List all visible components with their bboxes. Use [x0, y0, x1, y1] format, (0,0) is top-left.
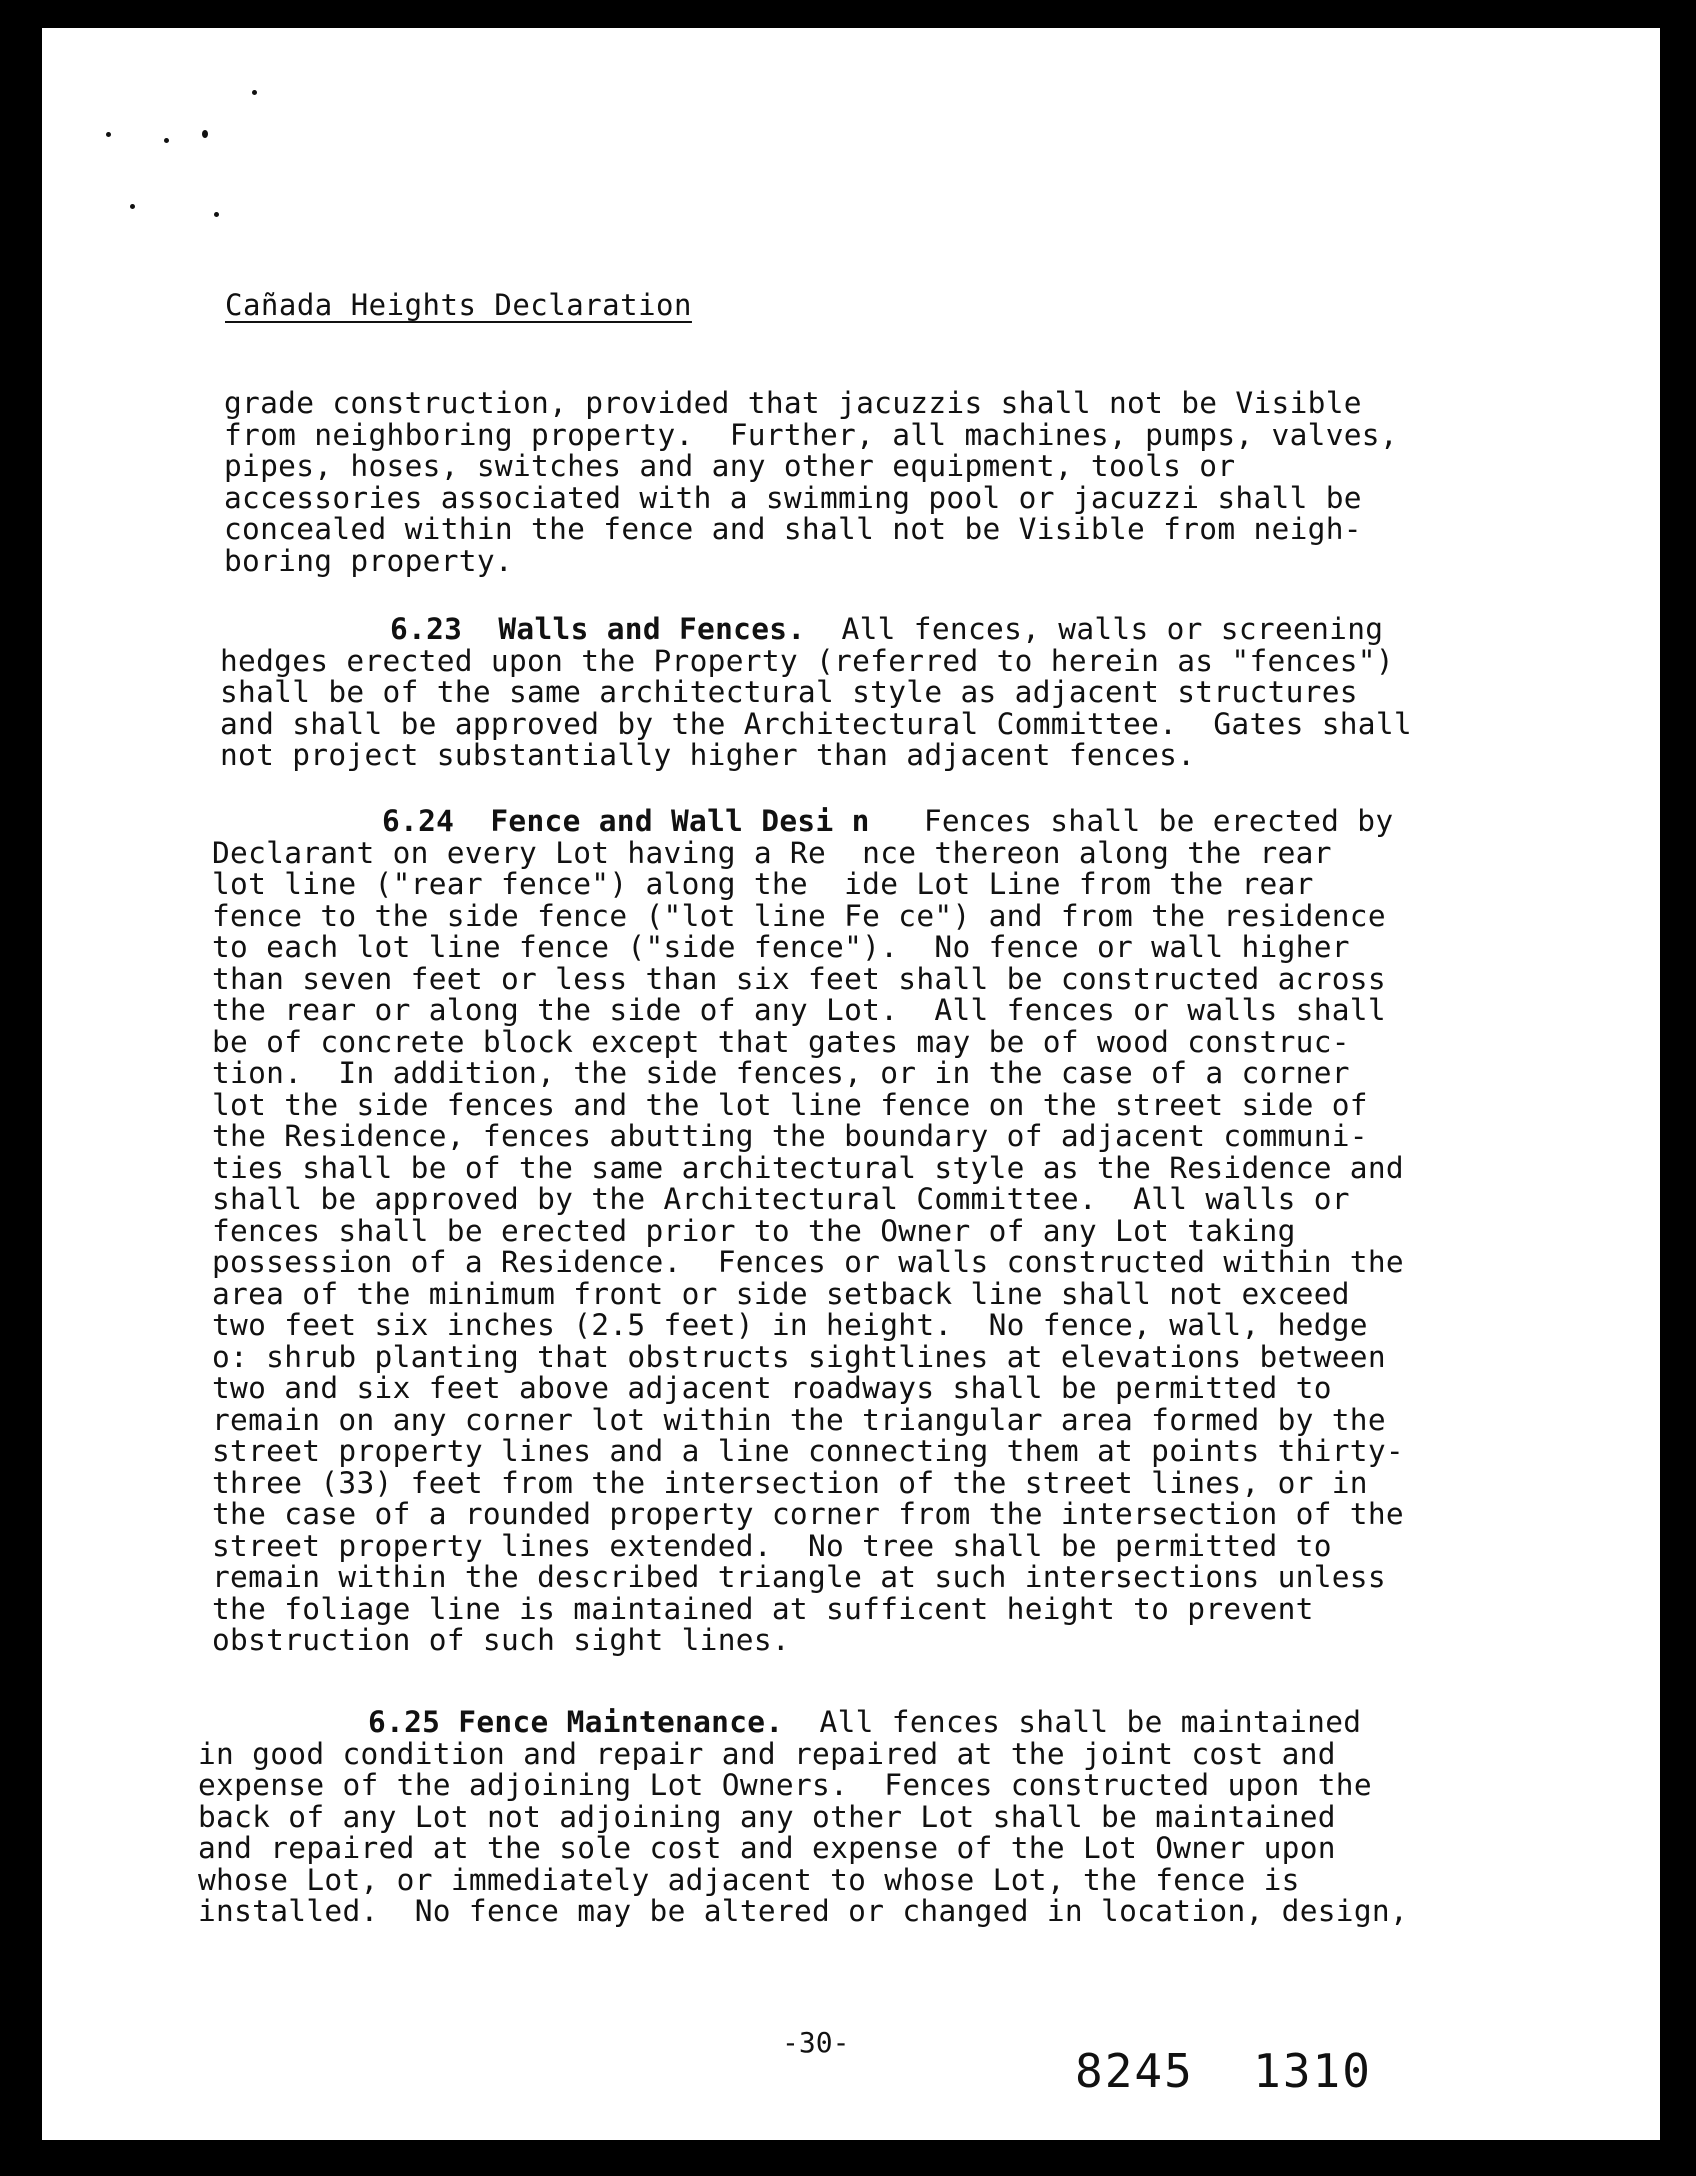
paragraph-text: grade construction, provided that jacuzzis shall not be Visible from neighboring property. Further, all machines, pumps, valves, pipes, hoses, switches and any other equipment, tools or accessories associated with a swimming pool or jacuzzi shall be concealed within the fence and shall not be Visible from neigh- boring property. — [224, 386, 1398, 578]
paragraph-fence-maintenance — [198, 1707, 1408, 1928]
scan-speck — [130, 204, 135, 209]
section-heading: 6.25 Fence Maintenance. — [368, 1705, 784, 1739]
paragraph-walls-and-fences — [220, 614, 1412, 772]
paragraph-text: All fences, walls or screening hedges erected upon the Property (referred to herein as "fences") shall be of the same architectural style as adjacent structures and shall be approved by the Architectural Committee. Gates shall not project substantially higher than adjacent fences. — [220, 612, 1412, 772]
section-heading: 6.23 Walls and Fences. — [390, 612, 806, 646]
paragraph-text: Fences shall be erected by Declarant on every Lot having a Re nce thereon along the rear lot line ("rear fence") along the ide Lot Line from the rear fence to the side fence ("lot line Fe ce") and from the residence to each lot line fence ("side fence"). No fence or wall higher than seven feet or less than six feet shall be constructed across the rear or along the side of any Lot. All fences or walls shall be of concrete block except that gates may be of wood construc- tion. In addition, the side fences, or in the case of a corner lot the side fences and the lot line fence on the street side of the Residence, fences abutting the boundary of adjacent communi- ties shall be of the same architectural style as the Residence and shall be approved by the Architectural Committee. All walls or fences shall be erected prior to the Owner of any Lot taking possession of a Residence. Fences or walls constructed within the area of the minimum front or side setback line shall not exceed two feet six inches (2.5 feet) in height. No fence, wall, hedge o: shrub planting that obstructs sightlines at elevations between two and six feet above adjacent roadways shall be permitted to remain on any corner lot within the triangular area formed by the street property lines and a line connecting them at points thirty- three (33) feet from the intersection of the street lines, or in the case of a rounded property corner from the intersection of the street property lines extended. No tree shall be permitted to remain within the described triangle at such intersections unless the foliage line is maintained at sufficent height to prevent obstruction of such sight lines. — [212, 804, 1404, 1657]
paragraph-fence-and-wall-design — [212, 806, 1404, 1657]
scan-speck — [214, 212, 219, 217]
paragraph-pool-equipment — [224, 388, 1398, 577]
document-code: 8245 1310 — [1075, 2044, 1372, 2098]
page-number: -30- — [782, 2026, 850, 2059]
paragraph-text: All fences shall be maintained in good condition and repair and repaired at the joint cost and expense of the adjoining Lot Owners. Fences constructed upon the back of any Lot not adjoining any other Lot shall be maintained and repaired at the sole cost and expense of the Lot Owner upon whose Lot, or immediately adjacent to whose Lot, the fence is installed. No fence may be altered or changed in location, design, — [198, 1705, 1409, 1928]
scan-speck — [252, 90, 257, 95]
scan-speck — [106, 132, 111, 137]
scan-speck — [202, 130, 208, 138]
section-heading: 6.24 Fence and Wall Desi n — [382, 804, 870, 838]
scan-speck — [164, 138, 169, 143]
document-title: Cañada Heights Declaration — [225, 288, 692, 322]
